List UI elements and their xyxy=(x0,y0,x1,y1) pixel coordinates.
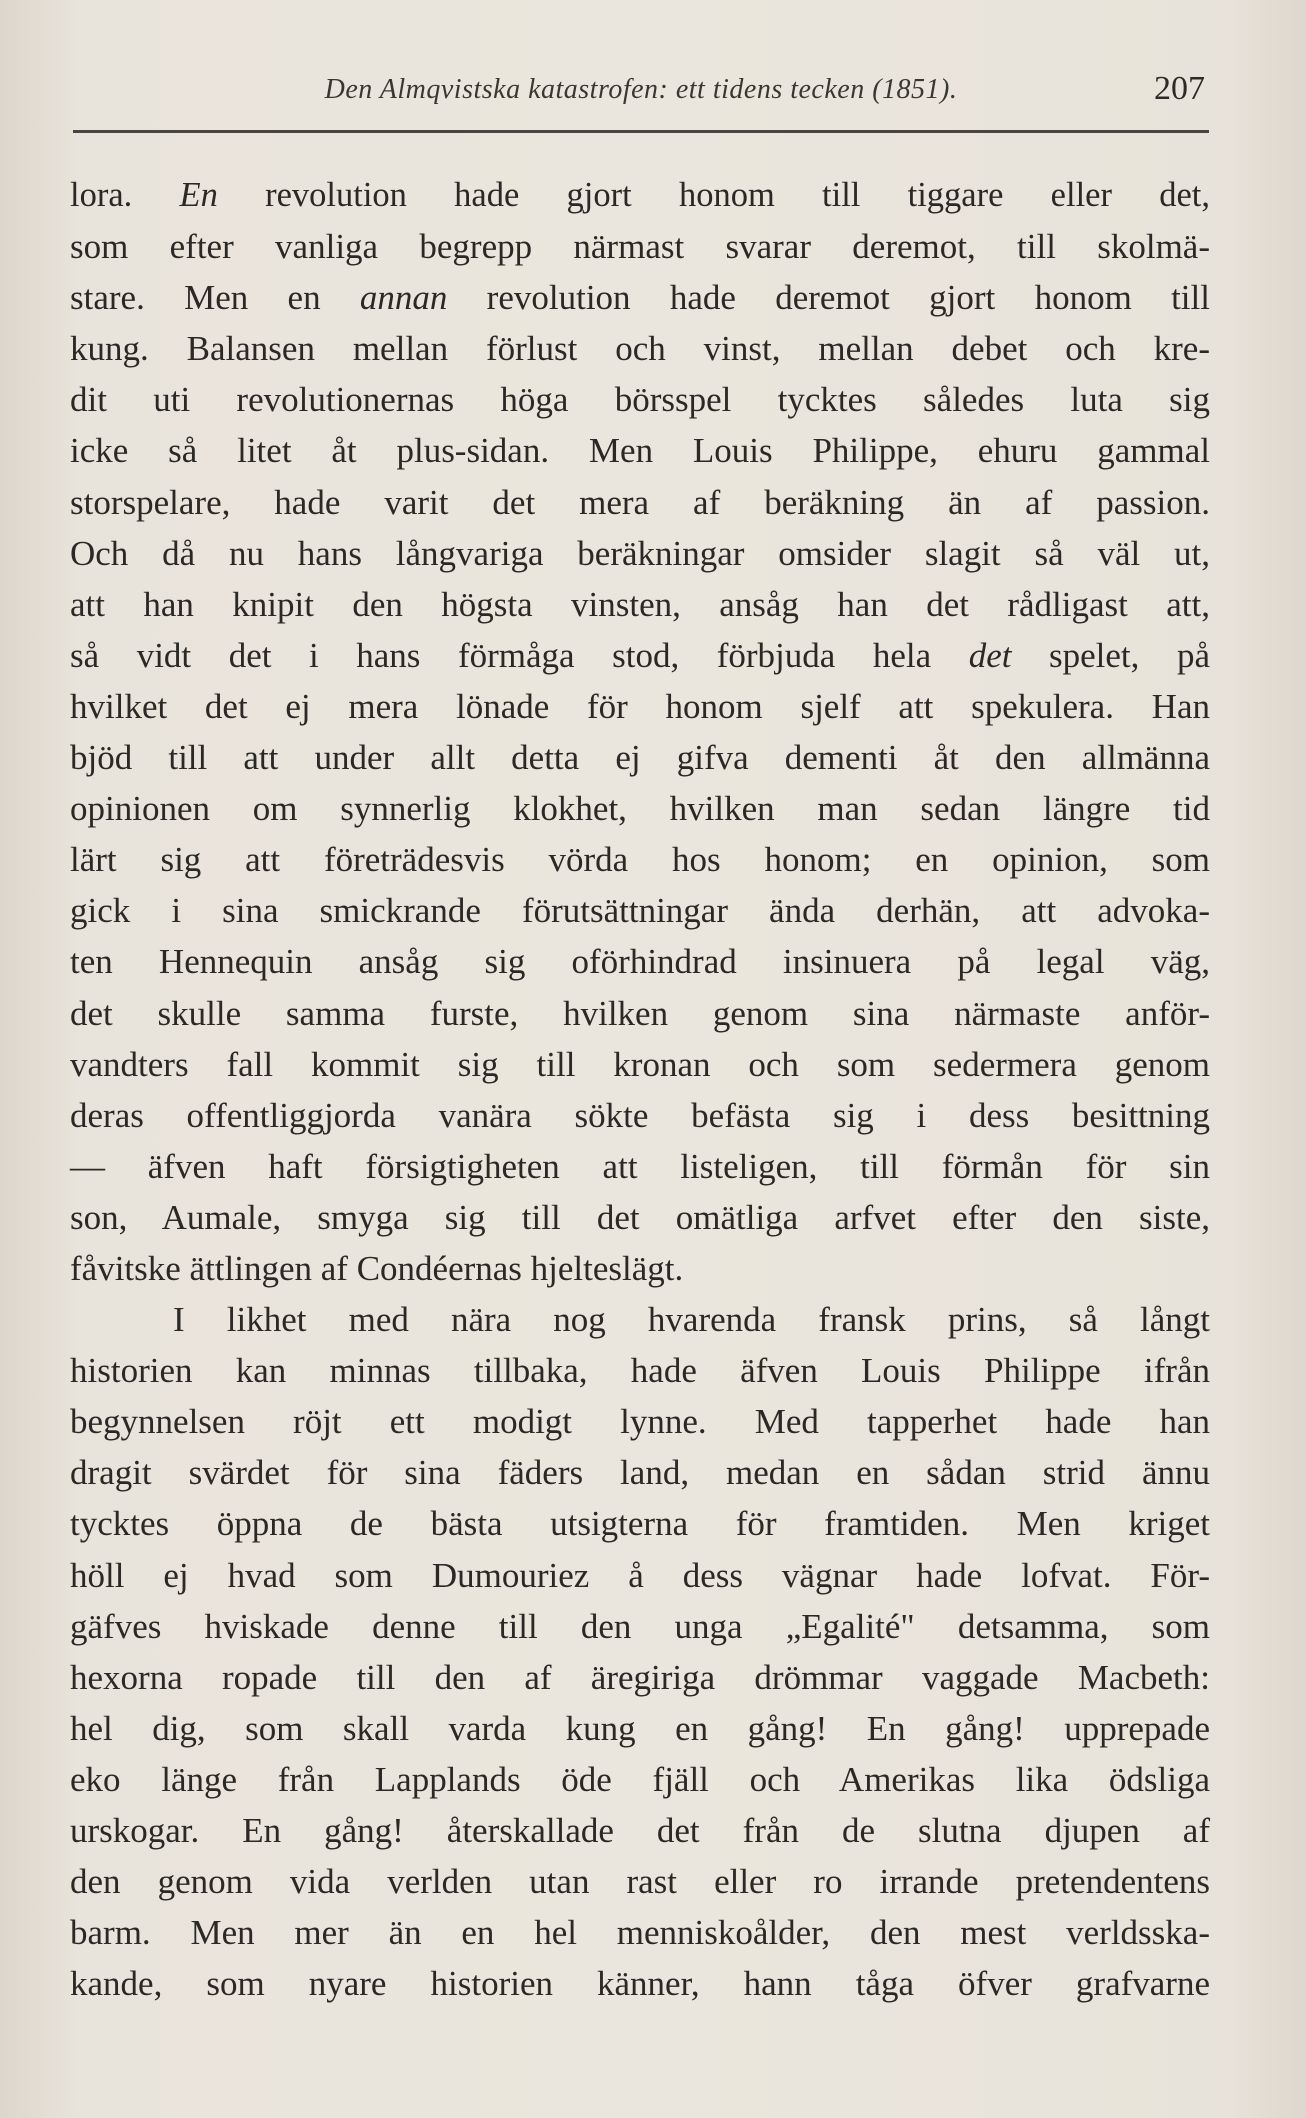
text-line: stare. Men en annan revolution hade deremot gjort honom till xyxy=(70,278,1210,318)
text-line: vandters fall kommit sig till kronan och som sedermera genom xyxy=(70,1044,1210,1084)
text-line: opinionen om synnerlig klokhet, hvilken man sedan längre tid xyxy=(70,789,1210,829)
text-line: historien kan minnas tillbaka, hade äfven Louis Philippe ifrån xyxy=(70,1351,1210,1391)
text-line: icke så litet åt plus-sidan. Men Louis Philippe, ehuru gammal xyxy=(70,431,1210,471)
text-line: eko länge från Lapplands öde fjäll och Amerikas lika ödsliga xyxy=(70,1759,1210,1799)
text-line: barm. Men mer än en hel menniskoålder, den mest verldsska- xyxy=(70,1913,1210,1953)
text-line: lora. En revolution hade gjort honom till tiggare eller det, xyxy=(70,176,1210,214)
text-line: som efter vanliga begrepp närmast svarar deremot, till skolmä- xyxy=(70,227,1210,267)
text-line: det skulle samma furste, hvilken genom sina närmaste anför- xyxy=(70,993,1210,1033)
text-line: så vidt det i hans förmåga stod, förbjuda hela det spelet, på xyxy=(70,635,1210,675)
page-number: 207 xyxy=(1154,70,1205,107)
text-line: hel dig, som skall varda kung en gång! En gång! upprepade xyxy=(70,1708,1210,1748)
text-line: dragit svärdet för sina fäders land, medan en sådan strid ännu xyxy=(70,1453,1210,1493)
text-line: Och då nu hans långvariga beräkningar omsider slagit så väl ut, xyxy=(70,533,1210,573)
text-line: lärt sig att företrädesvis vörda hos honom; en opinion, som xyxy=(70,840,1210,880)
text-line: den genom vida verlden utan rast eller ro irrande pretendentens xyxy=(70,1862,1210,1902)
text-line: höll ej hvad som Dumouriez å dess vägnar hade lofvat. För- xyxy=(70,1555,1210,1595)
text-line: tycktes öppna de bästa utsigterna för framtiden. Men kriget xyxy=(70,1504,1210,1544)
header-rule xyxy=(73,130,1209,133)
body-text xyxy=(70,170,1210,2009)
text-line: gick i sina smickrande förutsättningar ända derhän, att advoka- xyxy=(70,891,1210,931)
text-line: — äfven haft försigtigheten att listeligen, till förmån för sin xyxy=(70,1146,1210,1186)
text-line: fåvitske ättlingen af Condéernas hjelteslägt. xyxy=(70,1248,684,1288)
text-line: bjöd till att under allt detta ej gifva dementi åt den allmänna xyxy=(70,738,1210,778)
text-line: begynnelsen röjt ett modigt lynne. Med tapperhet hade han xyxy=(70,1402,1210,1442)
text-line: storspelare, hade varit det mera af beräkning än af passion. xyxy=(70,482,1210,522)
text-line: hexorna ropade till den af äregiriga drömmar vaggade Macbeth: xyxy=(70,1657,1210,1697)
text-line: att han knipit den högsta vinsten, ansåg han det rådligast att, xyxy=(70,584,1210,624)
text-line: gäfves hviskade denne till den unga „Egalité" detsamma, som xyxy=(70,1606,1210,1646)
running-title: Den Almqvistska katastrofen: ett tidens tecken (1851). xyxy=(324,74,958,105)
paragraph-start-line: I likhet med nära nog hvarenda fransk prins, så långt xyxy=(173,1300,1210,1340)
page-header xyxy=(73,66,1209,126)
text-line: deras offentliggjorda vanära sökte befästa sig i dess besittning xyxy=(70,1095,1210,1135)
text-line: son, Aumale, smyga sig till det omätliga arfvet efter den siste, xyxy=(70,1197,1210,1237)
text-line: urskogar. En gång! återskallade det från de slutna djupen af xyxy=(70,1811,1210,1850)
text-line: ten Hennequin ansåg sig oförhindrad insinuera på legal väg, xyxy=(70,942,1210,982)
text-line: dit uti revolutionernas höga börsspel tycktes således luta sig xyxy=(70,380,1210,420)
text-line: kung. Balansen mellan förlust och vinst, mellan debet och kre- xyxy=(70,329,1210,369)
text-line: kande, som nyare historien känner, hann tåga öfver grafvarne xyxy=(70,1964,1210,2004)
text-line: hvilket det ej mera lönade för honom sjelf att spekulera. Han xyxy=(70,686,1210,726)
